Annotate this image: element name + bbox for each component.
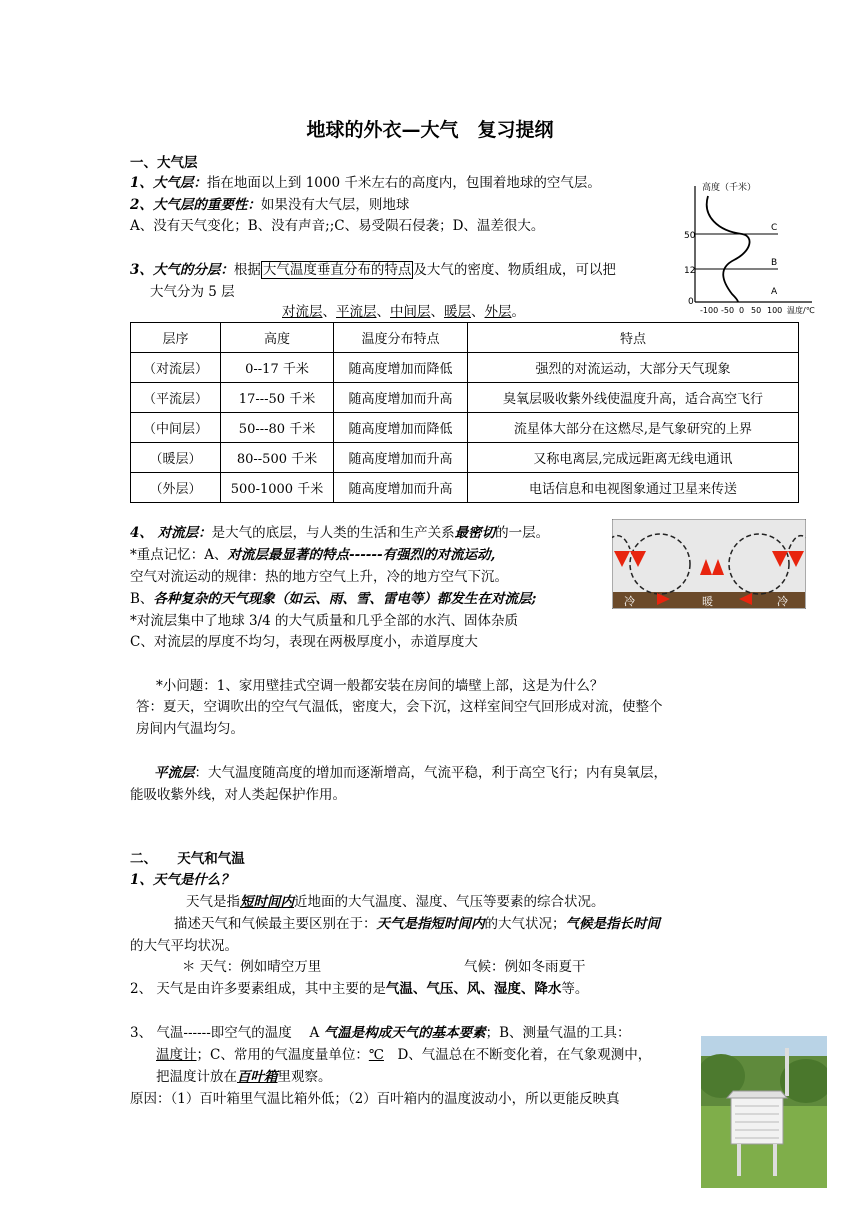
chart-xlabel: 温度/℃ (787, 306, 815, 315)
table-cell: 随高度增加而降低 (334, 353, 468, 383)
stratosphere-def-2: 能吸收紫外线，对人类起保护作用。 (130, 787, 346, 803)
text: 根据 (233, 262, 261, 278)
weather-climate-diff (174, 915, 660, 933)
unit: ℃ (368, 1047, 384, 1063)
table-cell: 臭氧层吸收紫外线使温度升高，适合高空飞行 (468, 383, 799, 413)
layer-label-b: B (771, 258, 778, 268)
text: 描述天气和气候最主要区别在于： (174, 916, 377, 932)
text: ：大气温度随高度的增加而逐渐增高，气流平稳，利于高空飞行；内有臭氧层， (194, 765, 667, 781)
xtick: 100 (767, 306, 783, 315)
weather-example: ＊ 天气：例如晴空万里 (182, 959, 322, 975)
table-cell: 强烈的对流运动，大部分天气现象 (468, 353, 799, 383)
question-weather: 1、天气是什么？ (130, 872, 234, 888)
text: ；C、常用的气温度量单位： (196, 1047, 369, 1063)
text: 的一层。 (495, 525, 550, 541)
box-roof (727, 1091, 787, 1098)
text: B、 (130, 591, 154, 607)
layer-name: 对流层 (282, 304, 323, 320)
troposphere-def (130, 524, 549, 542)
atmosphere-layers-table (130, 322, 799, 503)
key-point-a (130, 546, 495, 564)
emphasis: 最密切 (454, 525, 496, 541)
table-cell: （平流层） (131, 383, 221, 413)
layers-list: 对流层、平流层、中间层、暖层、外层。 (282, 304, 525, 320)
table-cell: 电话信息和电视图象通过卫星来传送 (468, 473, 799, 503)
table-cell: （对流层） (131, 353, 221, 383)
text: 近地面的大气温度、湿度、气压等要素的综合状况。 (294, 894, 605, 910)
temperature-curve (707, 196, 750, 302)
answer-line-1: 答：夏天，空调吹出的空气气温低，密度大，会下沉，这样室间空气回形成对流，使整个 (136, 699, 663, 715)
page-title: 地球的外衣—大气 复习提纲 (306, 119, 554, 141)
table-cell: （暖层） (131, 443, 221, 473)
xtick: -100 (700, 306, 719, 315)
table-cell: （外层） (131, 473, 221, 503)
section-heading-weather: 二、 天气和气温 (130, 851, 245, 867)
emphasis: 短时间内 (240, 894, 294, 910)
layering-line (130, 261, 616, 279)
temperature-profile-chart (672, 176, 832, 316)
importance-line (130, 196, 409, 214)
convection-rule: 空气对流运动的规律：热的地方空气上升，冷的地方空气下沉。 (130, 569, 508, 585)
cold-label: 冷 (624, 595, 635, 608)
emphasis: 天气是指短时间内 (376, 916, 485, 932)
table-row (131, 353, 799, 383)
term: 3、大气的分层： (130, 262, 234, 278)
air-temperature-line-2 (156, 1046, 651, 1064)
text: 天气是指 (186, 894, 240, 910)
stevenson-screen-photo (701, 1036, 827, 1188)
text: 指在地面以上到 1000 千米左右的高度内，包围着地球的空气层。 (206, 175, 601, 191)
text: ；B、测量气温的工具： (485, 1025, 631, 1041)
layering-line-2: 大气分为 5 层 (150, 284, 235, 300)
table-cell: 随高度增加而升高 (334, 473, 468, 503)
table-cell: 50---80 千米 (221, 413, 334, 443)
reason-line: 原因：（1）百叶箱里气温比箱外低；（2）百叶箱内的温度波动小，所以更能反映真 (130, 1091, 620, 1107)
text: 如果没有大气层，则地球 (260, 197, 410, 213)
table-cell: 500-1000 千米 (221, 473, 334, 503)
box-leg (737, 1144, 741, 1176)
table-cell: （中间层） (131, 413, 221, 443)
ytick-0: 0 (688, 297, 694, 307)
emphasis: 对流层最显著的特点------有强烈的对流运动, (227, 547, 496, 563)
emphasis: 气候是指长时间 (565, 916, 660, 932)
ytick-50: 50 (684, 231, 696, 241)
table-cell: 随高度增加而降低 (334, 413, 468, 443)
troposphere-mass: *对流层集中了地球 3/4 的大气质量和几乎全部的水汽、固体杂质 (130, 613, 519, 629)
text: 3、 气温------即空气的温度 A (130, 1025, 324, 1041)
table-header: 层序 (131, 323, 221, 353)
table-row (131, 383, 799, 413)
table-cell: 80--500 千米 (221, 443, 334, 473)
air-temperature-line-3 (156, 1068, 332, 1086)
mast (785, 1048, 789, 1096)
text: 的大气状况； (484, 916, 566, 932)
cold-label: 冷 (777, 595, 788, 608)
boxed-phrase: 大气温度垂直分布的特点 (262, 262, 412, 278)
term: 4、 对流层： (130, 525, 212, 541)
layer-label-a: A (771, 287, 778, 297)
text: 里观察。 (277, 1069, 332, 1085)
section-heading-atmosphere: 一、大气层 (130, 155, 198, 171)
term: 2、大气层的重要性： (130, 197, 261, 213)
table-cell: 随高度增加而升高 (334, 383, 468, 413)
emphasis: 气温、气压、风、湿度、降水 (385, 981, 562, 997)
text: D、气温总在不断变化着，在气象观测中， (383, 1047, 652, 1063)
layer-name: 外层 (484, 304, 512, 320)
box-leg (773, 1144, 777, 1176)
text: 是大气的底层，与人类的生活和生产关系 (211, 525, 455, 541)
climate-example: 气候：例如冬雨夏干 (464, 959, 586, 975)
text: 2、 天气是由许多要素组成，其中主要的是 (130, 981, 386, 997)
weather-def (186, 893, 605, 911)
xtick: 50 (751, 306, 762, 315)
xtick: 0 (739, 306, 745, 315)
importance-options: A、没有天气变化；B、没有声音;;C、易受陨石侵袭；D、温差很大。 (130, 218, 545, 234)
weather-climate-diff-2: 的大气平均状况。 (130, 938, 238, 954)
table-cell: 0--17 千米 (221, 353, 334, 383)
table-header: 温度分布特点 (334, 323, 468, 353)
table-cell: 流星体大部分在这燃尽,是气象研究的上界 (468, 413, 799, 443)
ytick-12: 12 (684, 266, 696, 276)
layer-name: 暖层 (444, 304, 471, 320)
emphasis: 百叶箱 (237, 1069, 278, 1085)
text: 把温度计放在 (156, 1069, 237, 1085)
term: 平流层 (154, 765, 195, 781)
table-cell: 又称电离层,完成远距离无线电通讯 (468, 443, 799, 473)
layer-name: 中间层 (390, 304, 431, 320)
table-header-row (131, 323, 799, 353)
key-point-c: C、对流层的厚度不均匀，表现在两极厚度小，赤道厚度大 (130, 634, 478, 650)
underlined: 温度计 (156, 1047, 197, 1063)
def-atmosphere (130, 174, 601, 192)
table-cell: 17---50 千米 (221, 383, 334, 413)
emphasis: 各种复杂的天气现象（如云、雨、雪、雷电等）都发生在对流层; (153, 591, 537, 607)
air-temperature-line (130, 1024, 631, 1042)
term: 1、大气层： (130, 175, 207, 191)
answer-line-2: 房间内气温均匀。 (136, 721, 244, 737)
layer-label-c: C (771, 223, 778, 233)
chart-ylabel: 高度（千米） (702, 183, 757, 193)
table-header: 高度 (221, 323, 334, 353)
text: *重点记忆：A、 (130, 547, 228, 563)
table-header: 特点 (468, 323, 799, 353)
text: 等。 (561, 981, 589, 997)
convection-diagram (612, 519, 806, 609)
key-point-b (130, 590, 536, 608)
small-question: *小问题：1、家用壁挂式空调一般都安装在房间的墙壁上部，这是为什么？ (156, 678, 604, 694)
warm-label: 暖 (702, 595, 713, 608)
weather-elements (130, 980, 588, 998)
text: 及大气的密度、物质组成，可以把 (413, 262, 616, 278)
stratosphere-def (154, 764, 667, 782)
table-cell: 随高度增加而升高 (334, 443, 468, 473)
layer-name: 平流层 (336, 304, 377, 320)
table-row (131, 413, 799, 443)
xtick: -50 (721, 306, 735, 315)
emphasis: 气温是构成天气的基本要素 (323, 1025, 486, 1041)
table-row (131, 443, 799, 473)
louvered-box (731, 1098, 783, 1144)
table-row (131, 473, 799, 503)
